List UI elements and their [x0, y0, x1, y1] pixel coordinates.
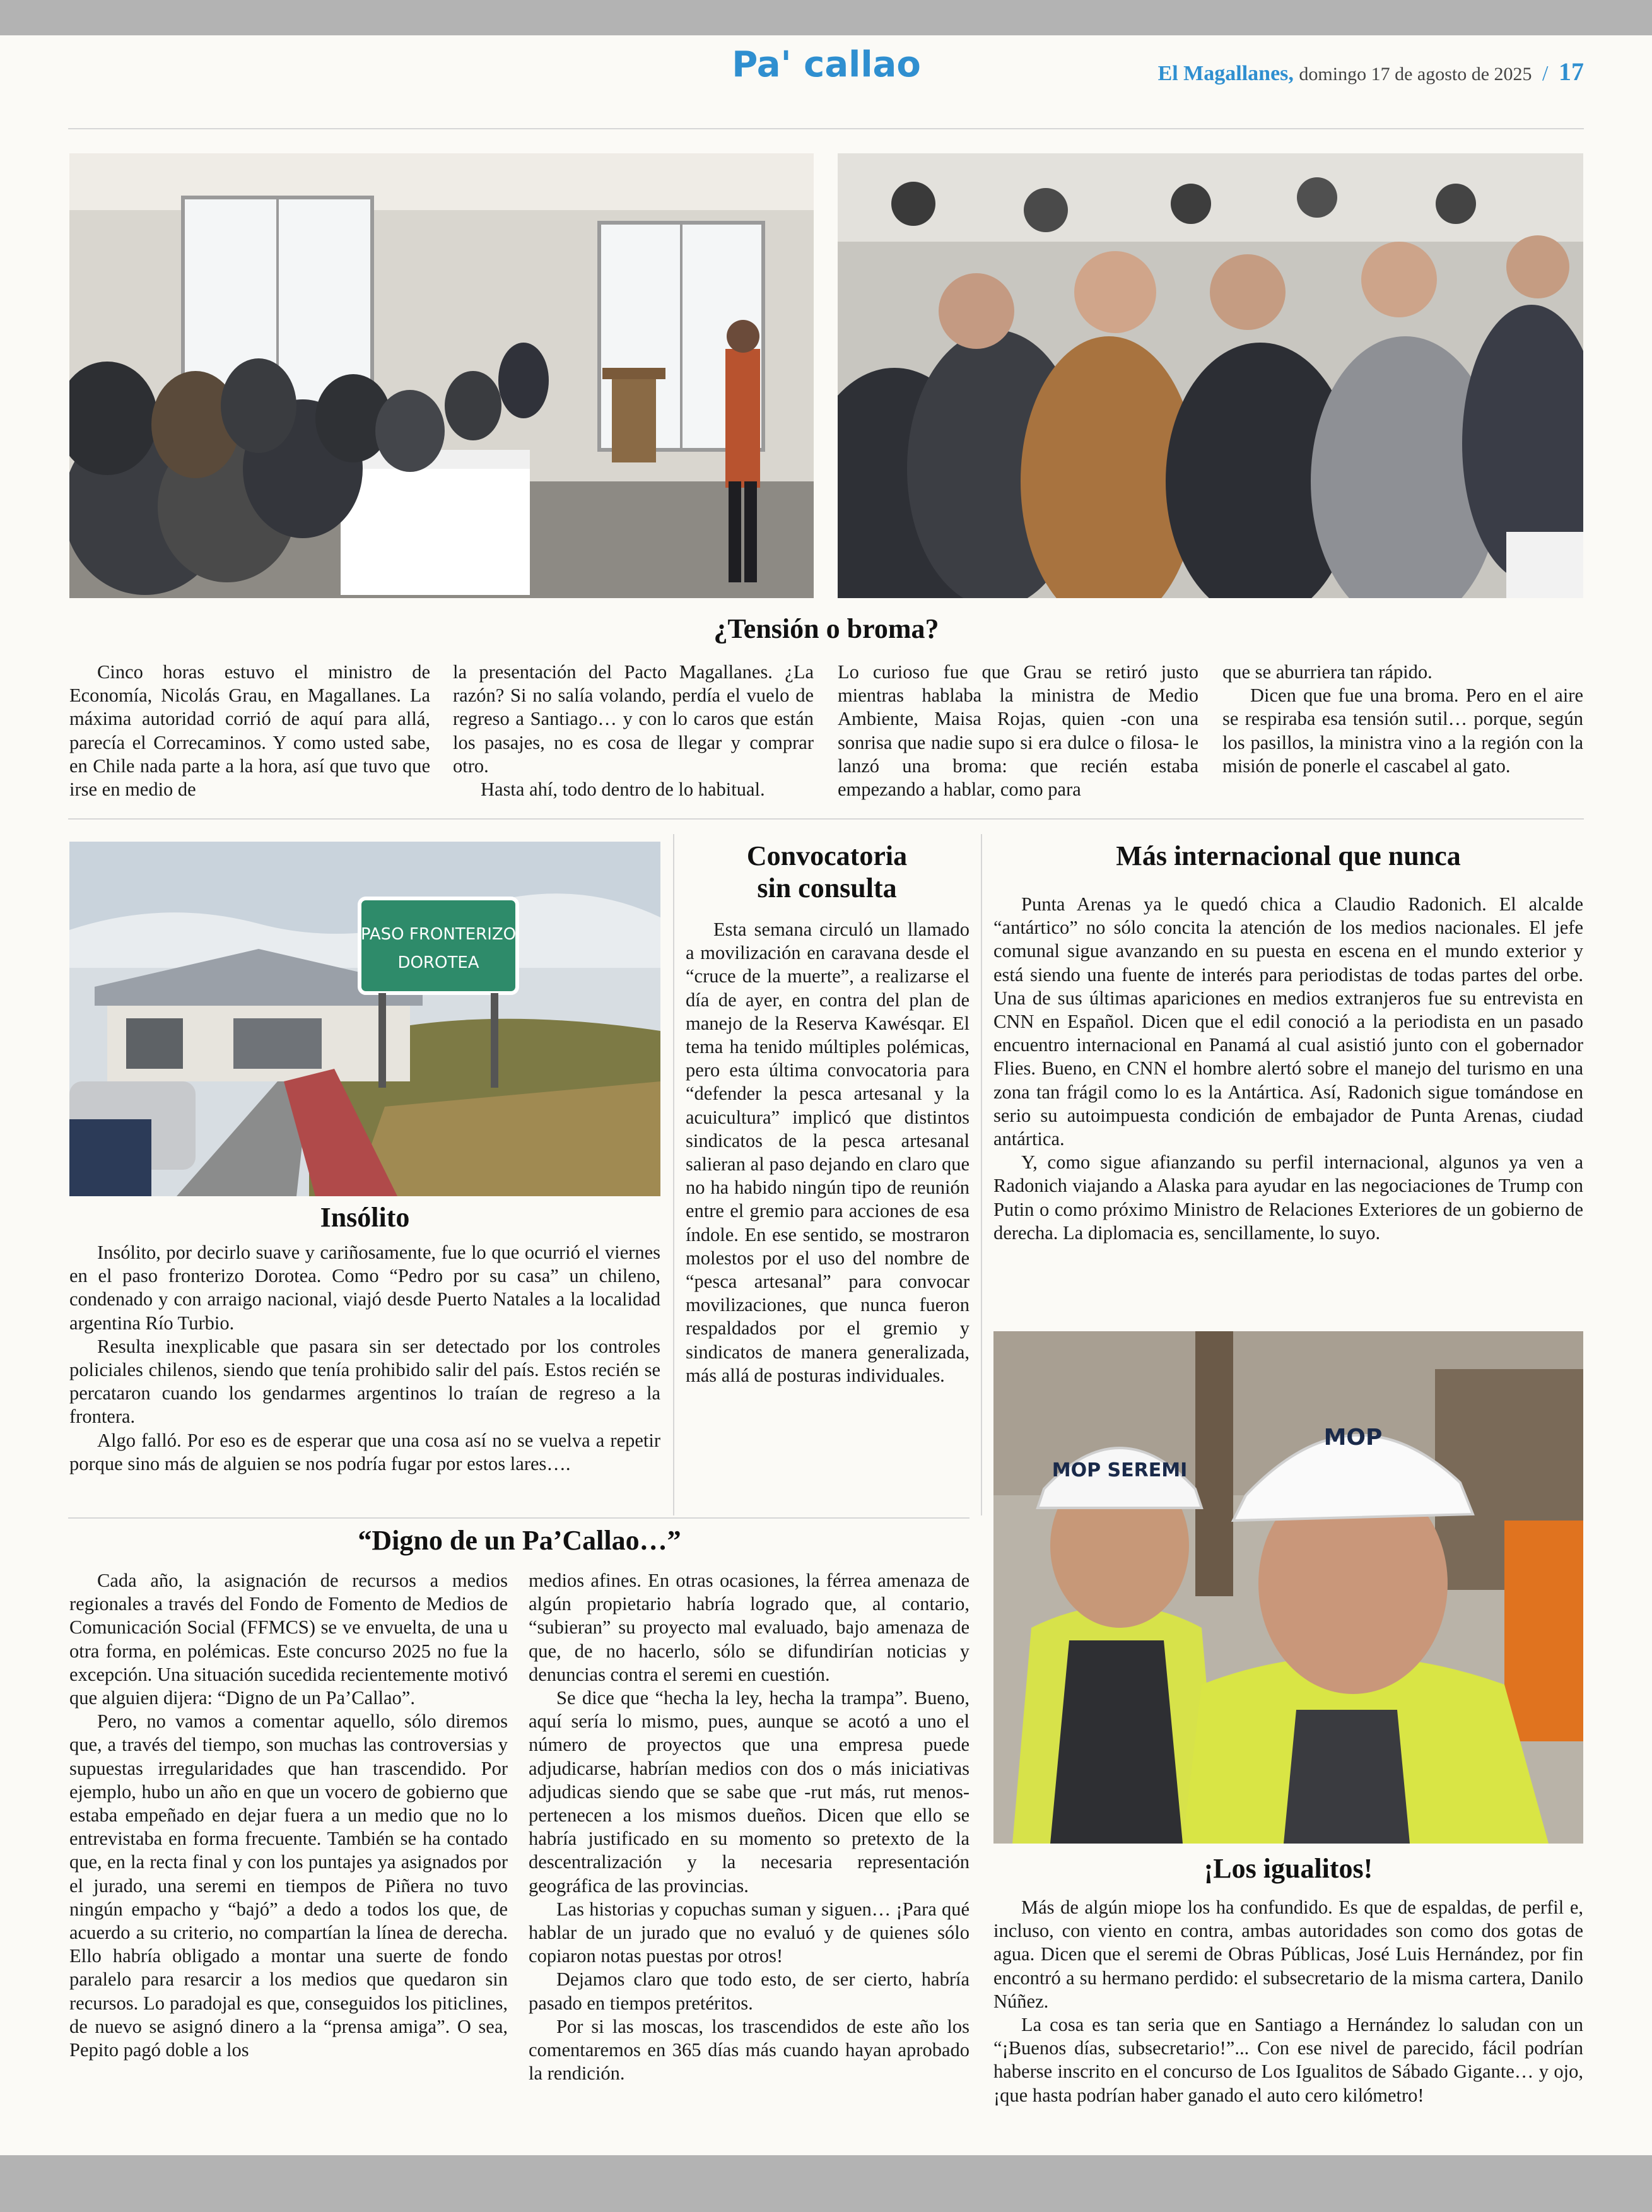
tension-paragraph: la presentación del Pacto Magallanes. ¿La razón? Si no salía volando, perdía el vuelo de regreso a Santiago… y con lo caros que están los pasajes, no es cosa de llegar y comprar otro. — [453, 661, 814, 777]
publication-name: El Magallanes, — [1157, 62, 1294, 85]
helmet-label-left: MOP SEREMI — [1052, 1459, 1188, 1481]
section-title: Pa' callao — [732, 44, 921, 85]
section-divider — [68, 818, 1584, 820]
helmet-label-right: MOP — [1323, 1425, 1383, 1450]
internacional-paragraph: Punta Arenas ya le quedó chica a Claudio Radonich. El alcalde “antártico” no sólo concita la atención de los medios nacionales. El jefe comunal sigue avanzando en su puesta en escena en el mundo exterior y está siendo una fuente de interés para periodistas de todas partes del orbe. Una de sus últimas apariciones en medios extranjeros fue su entrevista en CNN en Español. Dicen que el edil conoció a la periodista en un pasado encuentro internacional en Panamá al cual asistió junto con el gobernador Flies. Bueno, en CNN el hombre alertó sobre el manejo del turismo en una zona tan frágil como lo es la Antártica. Así, Radonich sigue tomándose en serio su autoimpuesta condición de embajador de Punta Arenas, ciudad antártica. — [993, 893, 1583, 1150]
headline-insolito: Insólito — [320, 1202, 410, 1233]
igualitos-paragraph: Más de algún miope los ha confundido. Es que de espaldas, de perfil e, incluso, con viento en contra, ambas autoridades son como dos gotas de agua. Dicen que el seremi de Obras Públicas, José Luis Hernández, por fin encontró a su hermano perdido: el subsecretario de la misma cartera, Danilo Núñez. — [993, 1897, 1583, 2012]
digno-paragraph: Se dice que “hecha la ley, hecha la trampa”. Bueno, aquí sería lo mismo, pues, aunque se acotó a uno el número de proyectos que una empresa puede adjudicarse, habrían medios con dos o más iniciativas adjudicas siendo que se sabe que -rut más, rut menos- pertenecen a los mismos dueños. Dicen que ello se habría justificado en su momento so pretexto de la descentralización y la necesaria representación geográfica de las provincias. — [529, 1687, 970, 1897]
column-divider — [981, 834, 982, 1515]
insolito-paragraph: Resulta inexplicable que pasara sin ser detectado por los controles policiales chilenos, siendo que tenía prohibido salir del país. Estos recién se percataron cuando los gendarmes argentinos lo traían de regreso a la frontera. — [69, 1335, 660, 1428]
page-number: 17 — [1559, 57, 1584, 86]
header-rule — [68, 128, 1584, 129]
digno-paragraph: medios afines. En otras ocasiones, la férrea amenaza de algún propietario habría logrado que, al contario, “subieran” su proyecto mal evaluado, bajo amenaza de que, de no hacerlo, sólo se difundirían noticias y denuncias contra el seremi en cuestión. — [529, 1570, 970, 1685]
convocatoria-body — [686, 918, 970, 1387]
section-divider — [68, 1517, 970, 1519]
headline-convocatoria — [684, 840, 970, 904]
insolito-paragraph: Algo falló. Por eso es de esperar que una cosa así no se vuelva a repetir porque sino más de alguien se nos podría fugar por estos lares…. — [69, 1429, 660, 1474]
sign-text-line2: DOROTEA — [397, 953, 479, 972]
tension-paragraph: Dicen que fue una broma. Pero en el aire se respiraba esa tensión sutil… porque, según los pasillos, la ministra vino a la región con la misión de ponerle el cascabel al gato. — [1222, 685, 1583, 777]
page-folio — [1158, 57, 1584, 86]
digno-paragraph: Las historias y copuchas suman y siguen… ¡Para qué hablar de un jurado que no evaluó y de quienes sólo copiaron notas puestas por otros! — [529, 1898, 970, 1967]
digno-paragraph: Dejamos claro que todo esto, de ser cierto, habría pasado en tiempos pretéritos. — [529, 1968, 970, 2014]
insolito-body — [69, 1241, 660, 1476]
headline-internacional: Más internacional que nunca — [1116, 840, 1461, 871]
tension-column-2 — [453, 661, 814, 801]
convocatoria-title-line1: Convocatoria — [746, 840, 908, 871]
column-divider — [673, 834, 674, 1515]
convocatoria-paragraph: Esta semana circuló un llamado a movilización en caravana desde el “cruce de la muerte”, a realizarse el día de ayer, en contra del plan de manejo de la Reserva Kawésqar. El tema ha tenido múltiples polémicas, pero esta última convocatoria para “defender la pesca artesanal y la acuicultura” implicó que distintos sindicatos de la pesca artesanal salieran al paso dejando en claro que no ha habido ningún tipo de reunión entre el gremio para acciones de esa índole. En ese sentido, se mostraron molestos por el uso del nombre de “pesca artesanal” para convocar movilizaciones, que nunca fueron respaldados por el gremio y sindicatos de manera generalizada, más allá de posturas individuales. — [686, 919, 970, 1386]
folio-separator: / — [1542, 62, 1549, 85]
convocatoria-title-line2: sin consulta — [757, 872, 897, 903]
tension-paragraph: Hasta ahí, todo dentro de lo habitual. — [481, 779, 765, 801]
border-crossing-photo — [69, 842, 660, 1196]
internacional-paragraph: Y, como sigue afianzando su perfil internacional, algunos ya ven a Radonich viajando a Alaska para ayudar en las negociaciones de Trump con Putin o como próximo Ministro de Relaciones Exteriores de un gobierno de derecha. La diplomacia es, sencillamente, lo suyo. — [993, 1151, 1583, 1244]
tension-paragraph: Cinco horas estuvo el ministro de Economía, Nicolás Grau, en Magallanes. La máxima autoridad corrió de aquí para allá, parecía el Correcaminos. Y como usted sabe, en Chile nada parte a la hora, así que tuvo que irse en medio de — [69, 661, 430, 801]
headline-tension: ¿Tensión o broma? — [713, 613, 939, 644]
audience-photo — [838, 153, 1583, 598]
tension-paragraph: que se aburriera tan rápido. — [1222, 661, 1432, 683]
digno-column-1 — [69, 1569, 508, 2062]
tension-paragraph: Lo curioso fue que Grau se retiró justo mientras hablaba la ministra de Medio Ambiente, Maisa Rojas, quien -con una sonrisa que nadie supo si era dulce o filosa- le lanzó una broma: que recién estaba empezando a hablar, como para — [838, 661, 1198, 801]
digno-column-2 — [529, 1569, 970, 2085]
tension-column-1 — [69, 661, 430, 801]
tension-column-3 — [838, 661, 1198, 801]
igualitos-body — [993, 1896, 1583, 2107]
mop-officials-photo — [993, 1331, 1583, 1844]
digno-paragraph: Cada año, la asignación de recursos a medios regionales a través del Fondo de Fomento de Medios de Comunicación Social (FFMCS) se ve envuelta, de una u otra forma, en polémicas. Este concurso 2025 no fue la excepción. Una situación sucedida recientemente motivó que alguien dijera: “Digno de un Pa’Callao”. — [69, 1570, 508, 1709]
internacional-body — [993, 893, 1583, 1245]
event-room-photo — [69, 153, 814, 598]
bottom-margin — [0, 2155, 1652, 2212]
sign-text-line1: PASO FRONTERIZO — [360, 925, 517, 944]
publication-date: domingo 17 de agosto de 2025 — [1299, 64, 1532, 85]
digno-paragraph: Por si las moscas, los trascendidos de este año los comentaremos en 365 días más cuando hayan aprobado la rendición. — [529, 2015, 970, 2085]
insolito-paragraph: Insólito, por decirlo suave y cariñosamente, fue lo que ocurrió el viernes en el paso fronterizo Dorotea. Como “Pedro por su casa” un chileno, condenado y con arraigo nacional, viajó desde Puerto Natales a la localidad argentina Río Turbio. — [69, 1242, 660, 1334]
tension-column-4 — [1222, 661, 1583, 778]
digno-paragraph: Pero, no vamos a comentar aquello, sólo diremos que, a través del tiempo, son muchas las controversias y supuestas irregularidades que han trascendido. Por ejemplo, hubo un año en que un vocero de gobierno que estaba empeñado en dejar fuera a un medio que no lo entrevistaba en forma frecuente. También se ha contado que, en la recta final y con los puntajes ya asignados por el jurado, una seremi en tiempos de Piñera no tuvo ningún empacho y “bajó” a dedo a todos los que, de acuerdo a su criterio, no compartían la línea de derecha. Ello habría obligado a montar una suerte de fondo paralelo para resarcir a los medios que quedaron sin recursos. Lo paradojal es que, conseguidos los piticlines, de nuevo se asignó dinero a la “prensa amiga”. O sea, Pepito pagó doble a los — [69, 1710, 508, 2061]
headline-igualitos: ¡Los igualitos! — [1204, 1853, 1373, 1884]
headline-digno: “Digno de un Pa’Callao…” — [358, 1525, 681, 1556]
igualitos-paragraph: La cosa es tan seria que en Santiago a Hernández lo saludan con un “¡Buenos días, subsecretario!”... Con ese nivel de parecido, fácil podrían haberse inscrito en el concurso de Los Igualitos de Sábado Gigante… y ojo, ¡que hasta podrían haber ganado el auto cero kilómetro! — [993, 2014, 1583, 2106]
